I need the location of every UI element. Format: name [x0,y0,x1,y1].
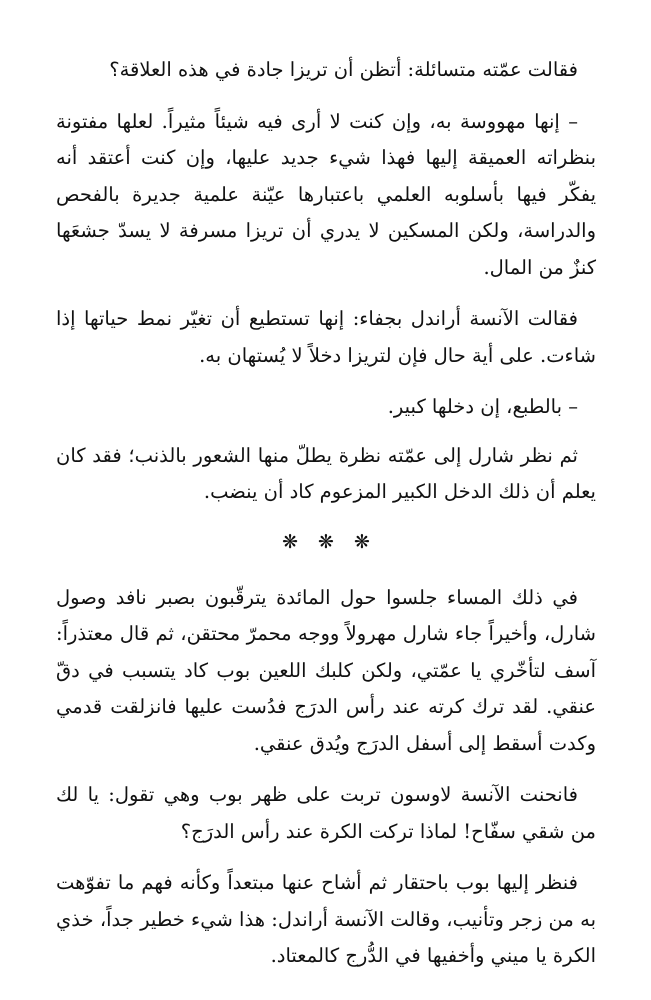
paragraph-evening-dinner: في ذلك المساء جلسوا حول المائدة يترقّبون بصبر نافد وصول شارل، وأخيراً جاء شارل مهرولاً ووجه محمرّ محتقن، ثم قال معتذراً: آسف لتأخّري يا عمّتي، ولكن كلبك اللعين بوب كاد يتسبب في دقّ عنقي. لقد ترك كرته عند رأس الدرَج فدُست عليها فانزلقت قدمي وكدت أسقط إلى أسفل الدرَج ويُدق عنقي. [56,585,596,755]
paragraph-bob-walks-away: فنظر إليها بوب باحتقار ثم أشاح عنها مبتعداً وكأنه فهم ما تفوّهت به من زجر وتأنيب، وقالت الآنسة أراندل: هذا شيء خطير جداً، خذي الكرة يا ميني وأخفيها في الدُّرج كالمعتاد. [56,871,596,967]
paragraph-obsessed-reply: – إنها مهووسة به، وإن كنت لا أرى فيه شيئاً مثيراً. لعلها مفتونة بنظراته العميقة إليها فهذا شيء جديد عليها، وإن كنت أعتقد أنه يفكّر فيها بأسلوبه العلمي باعتبارها عيّنة علمية جديرة بالفحص والدراسة، ولكن المسكين لا يدري أن تريزا مسرفة لا يسدّ جشعَها كنزٌ من المال. [56,109,596,279]
paragraph-charles-guilt: ثم نظر شارل إلى عمّته نظرة يطلّ منها الشعور بالذنب؛ فقد كان يعلم أن ذلك الدخل الكبير المزعوم كاد أن ينضب. [56,443,596,503]
paragraph-miss-lawson-bob: فانحنت الآنسة لاوسون تربت على ظهر بوب وهي تقول: يا لك من شقي سفّاح! لماذا تركت الكرة عند رأس الدرَج؟ [56,783,596,843]
section-divider-asterisks: ❋❋❋ [282,530,390,553]
paragraph-aunt-question: فقالت عمّته متسائلة: أتظن أن تريزا جادة في هذه العلاقة؟ [109,58,578,81]
paragraph-income-reply: – بالطبع، إن دخلها كبير. [387,395,578,418]
book-page [56,52,596,990]
paragraph-miss-arundell-reply: فقالت الآنسة أراندل بجفاء: إنها تستطيع أن تغيّر نمط حياتها إذا شاءت. على أية حال فإن لتريزا دخلاً لا يُستهان به. [56,307,596,367]
